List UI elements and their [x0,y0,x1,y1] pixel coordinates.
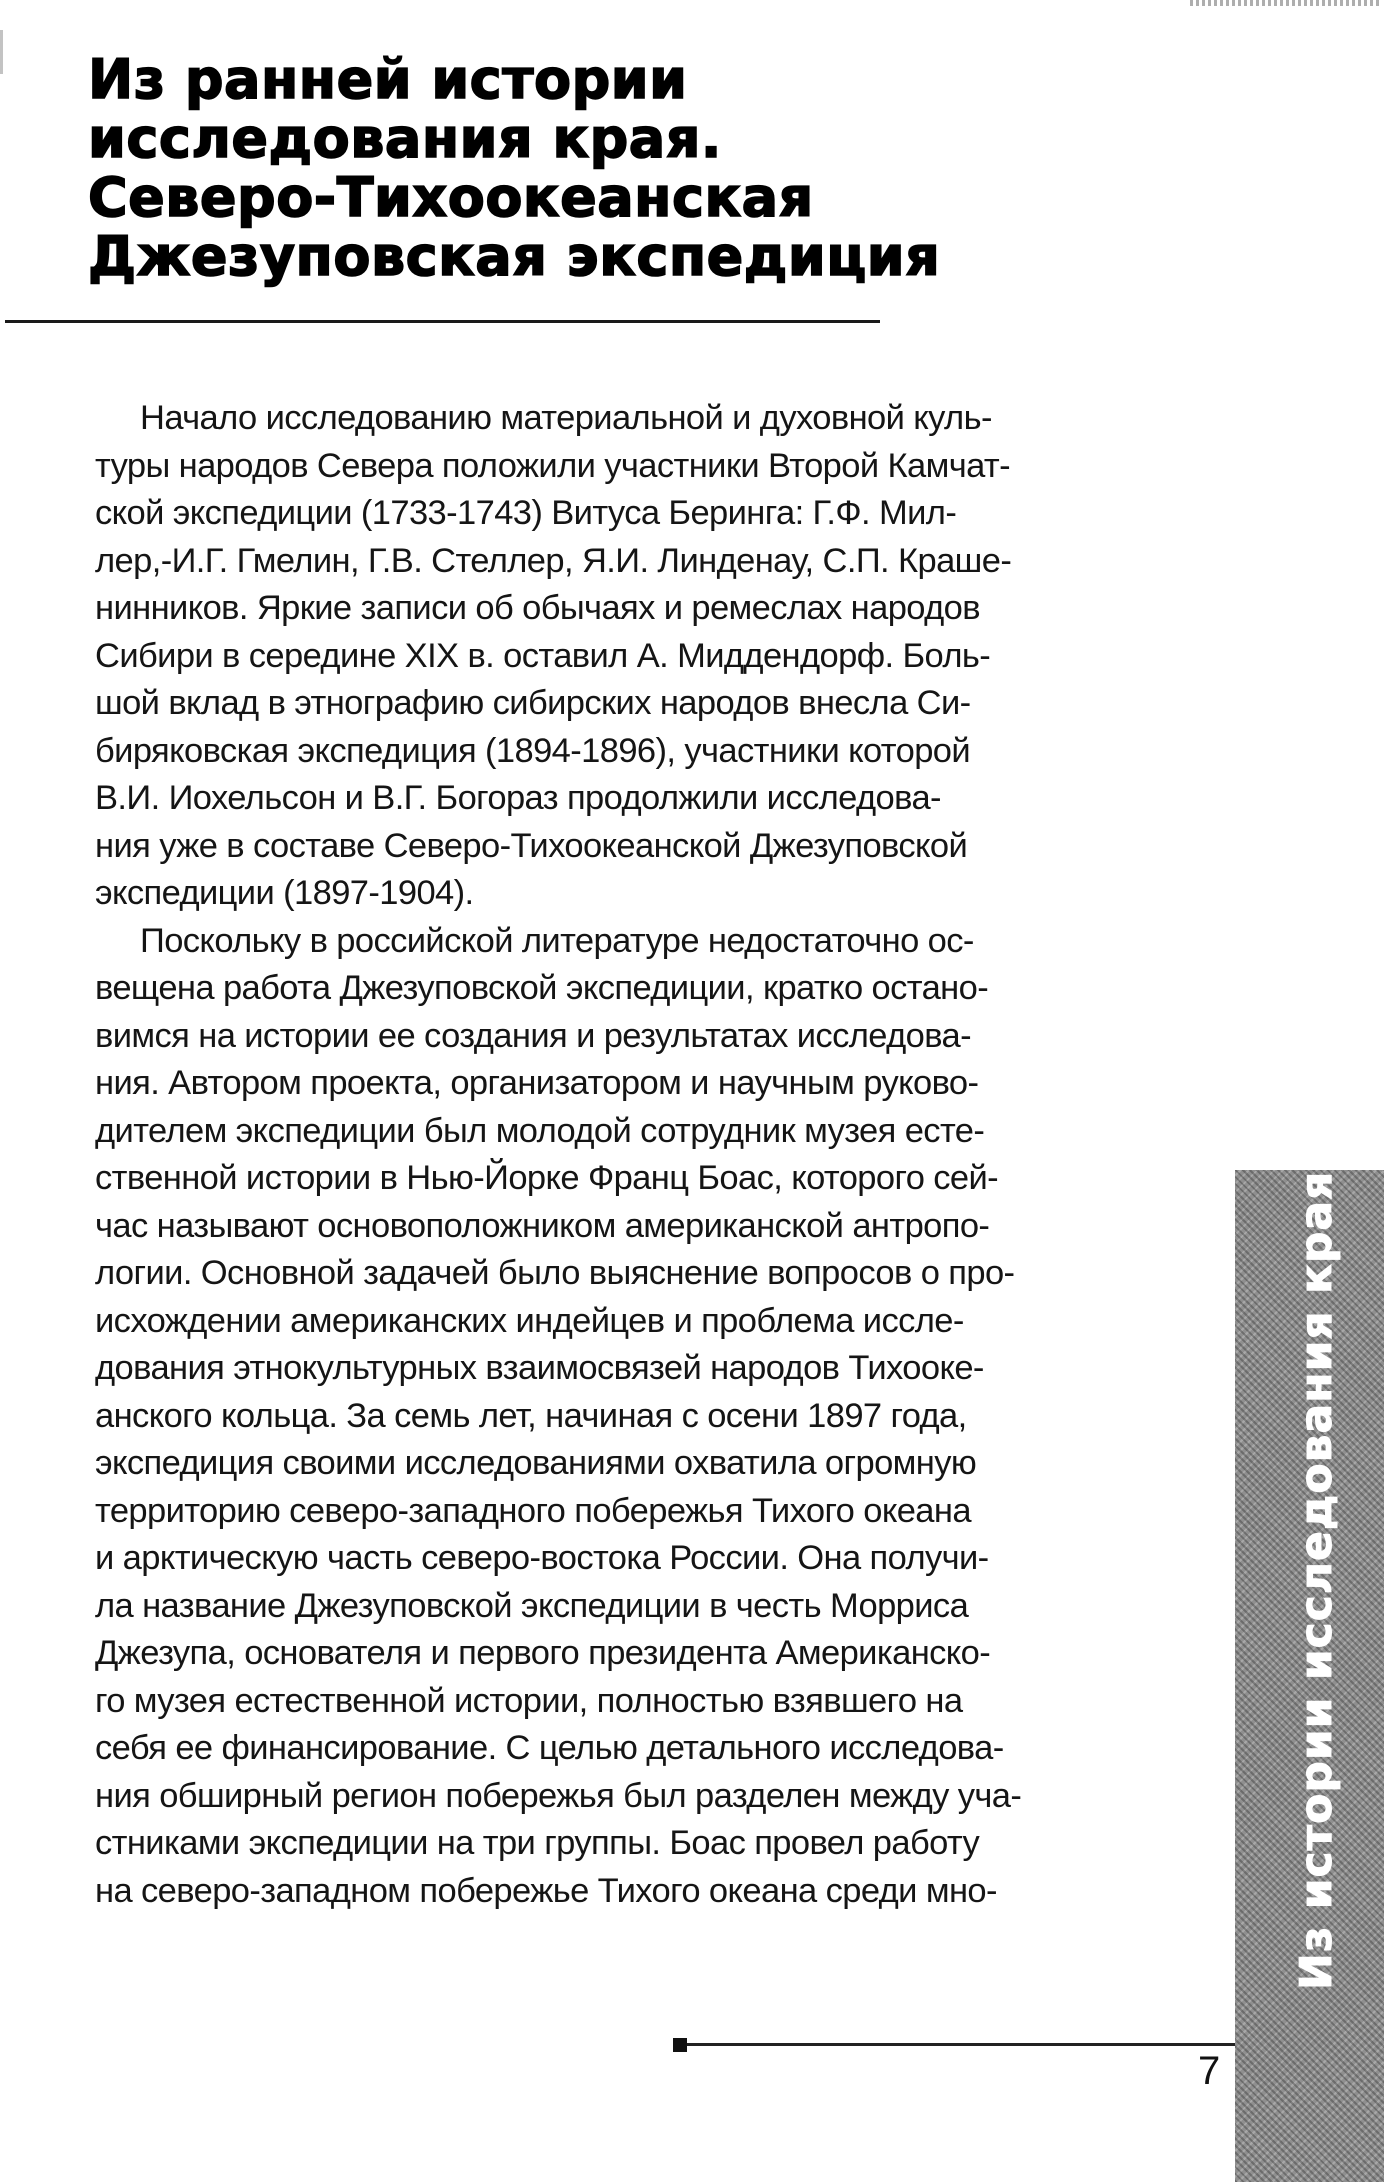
text-line: час называют основоположником американской антропо- [95,1206,990,1245]
text-line: вимся на истории ее создания и результатах исследова- [95,1016,972,1055]
text-line: нинников. Яркие записи об обычаях и ремеслах народов [95,589,980,627]
title-line: Из ранней истории [88,48,688,111]
text-line: Поскольку в российской литературе недостаточно ос- [140,921,974,960]
text-line: В.И. Иохельсон и В.Г. Богораз продолжили исследова- [95,779,941,817]
text-line: туры народов Севера положили участники Второй Камчат- [95,446,1010,485]
text-line: ния уже в составе Северо-Тихоокеанской Джезуповской [95,826,968,865]
title-line: Северо-Тихоокеанская [88,166,814,229]
text-line: вещена работа Джезуповской экспедиции, кратко остано- [95,969,989,1007]
paragraph-2 [95,918,1145,1916]
text-line: исхождении американских индейцев и проблема иссле- [95,1301,964,1340]
text-line: Начало исследованию материальной и духовной куль- [140,399,992,437]
text-line: шой вклад в этнографию сибирских народов внесла Си- [95,684,971,722]
scan-artifact-mark [1190,0,1380,6]
text-line: Сибири в середине XIX в. оставил А. Миддендорф. Боль- [95,636,991,675]
article-title [88,50,1028,286]
footer-divider [687,2043,1235,2046]
scan-artifact-tick [0,30,3,74]
text-line: дования этнокультурных взаимосвязей народов Тихооке- [95,1349,984,1387]
section-side-tab-label: Из истории исследования края. [1291,1152,1342,1990]
text-line: анского кольца. За семь лет, начиная с осени 1897 года, [95,1396,967,1435]
text-line: и арктическую часть северо-востока России. Она получи- [95,1539,989,1577]
text-line: на северо-западном побережье Тихого океана среди мно- [95,1871,997,1910]
title-divider [5,320,880,323]
text-line: ла название Джезуповской экспедиции в честь Морриса [95,1586,969,1625]
title-line: Джезуповская экспедиция [88,225,941,288]
text-line: стниками экспедиции на три группы. Боас провел работу [95,1824,980,1862]
text-line: лер,-И.Г. Гмелин, Г.В. Стеллер, Я.И. Линденау, С.П. Краше- [95,541,1012,580]
footer-square-marker [673,2038,687,2052]
text-line: ской экспедиции (1733-1743) Витуса Беринга: Г.Ф. Мил- [95,494,957,532]
text-line: го музея естественной истории, полностью взявшего на [95,1681,963,1720]
title-line: исследования края. [88,107,722,170]
paragraph-1 [95,395,1145,918]
text-line: экспедиция своими исследованиями охватила огромную [95,1444,977,1482]
page-number: 7 [1198,2049,1221,2093]
text-line: ния. Автором проекта, организатором и научным руково- [95,1064,979,1102]
text-line: Джезупа, основателя и первого президента Американско- [95,1634,991,1672]
text-line: территорию северо-западного побережья Тихого океана [95,1491,971,1530]
text-line: логии. Основной задачей было выяснение вопросов о про- [95,1254,1015,1292]
text-line: себя ее финансирование. С целью детального исследова- [95,1729,1004,1767]
text-line: экспедиции (1897-1904). [95,874,474,912]
text-line: дителем экспедиции был молодой сотрудник музея есте- [95,1111,985,1150]
text-line: биряковская экспедиция (1894-1896), участники которой [95,731,971,770]
article-body [95,395,1145,1915]
text-line: ния обширный регион побережья был разделен между уча- [95,1776,1022,1815]
text-line: ственной истории в Нью-Йорке Франц Боас, которого сей- [95,1159,999,1197]
